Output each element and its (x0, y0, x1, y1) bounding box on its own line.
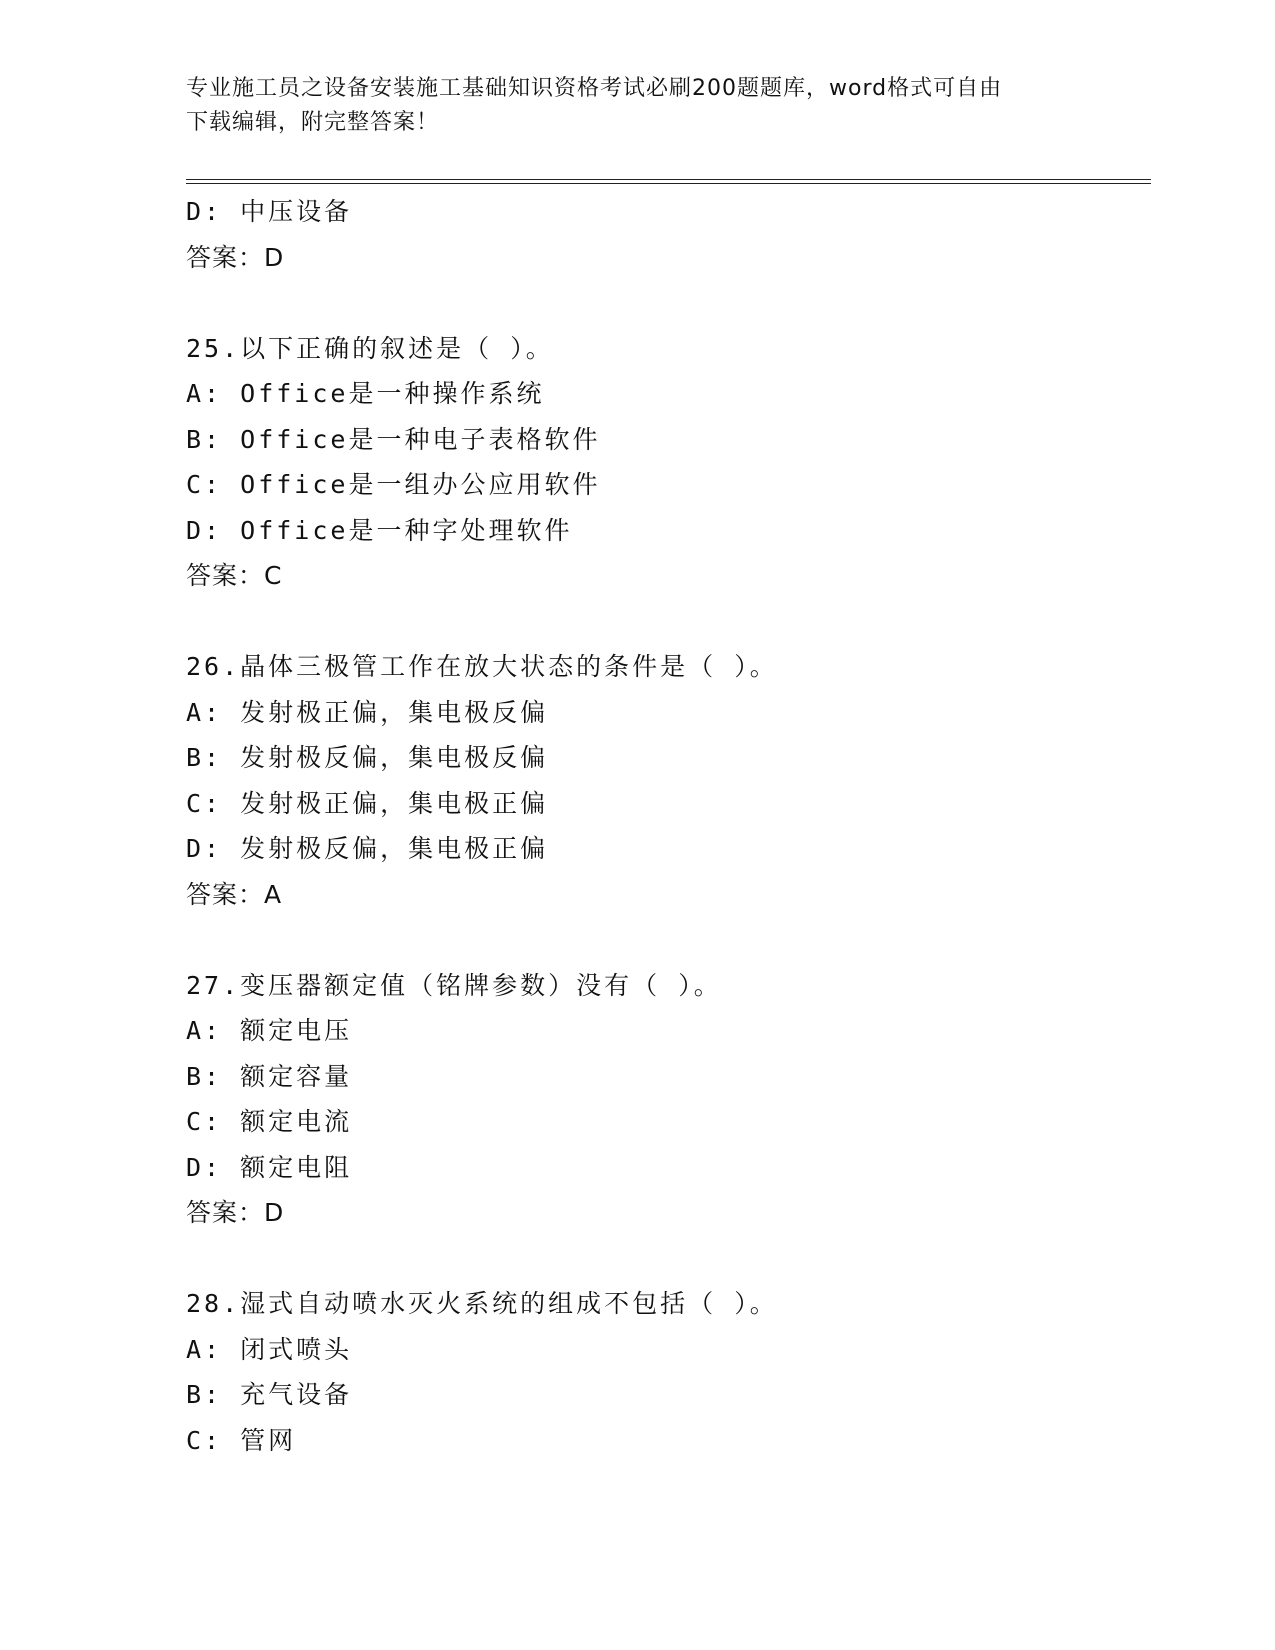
spacer (186, 1236, 1151, 1282)
option-b: B: 充气设备 (186, 1380, 353, 1409)
option-a: A: 发射极正偏，集电极反偏 (186, 697, 549, 727)
question-stem: 25.以下正确的叙述是（ ）。 (186, 333, 554, 363)
header-title-line-1: 专业施工员之设备安装施工基础知识资格考试必刷200题题库，word格式可自由 (186, 76, 1003, 101)
option-c: C: 发射极正偏，集电极正偏 (186, 788, 549, 818)
question-28 (186, 1281, 1151, 1463)
document-header (186, 72, 1066, 140)
option-a: A: 额定电压 (186, 1016, 353, 1045)
spacer (186, 917, 1151, 963)
question-25 (186, 326, 1151, 599)
header-divider-bottom (186, 183, 1151, 184)
option-b: B: 额定容量 (186, 1061, 353, 1091)
question-stem: 27.变压器额定值（铭牌参数）没有（ ）。 (186, 970, 722, 1000)
option-a: A: Office是一种操作系统 (186, 379, 545, 408)
option-d: D: 额定电阻 (186, 1152, 353, 1182)
answer: 答案：C (186, 561, 283, 590)
option-d: D: Office是一种字处理软件 (186, 515, 573, 545)
option-a: A: 闭式喷头 (186, 1334, 353, 1364)
header-title-line-2: 下载编辑，附完整答案！ (186, 110, 440, 135)
option-c: C: 管网 (186, 1425, 297, 1455)
spacer (186, 599, 1151, 645)
option-d: D: 发射极反偏，集电极正偏 (186, 834, 549, 863)
prev-option-d: D: 中压设备 (186, 197, 353, 226)
option-b: B: Office是一种电子表格软件 (186, 424, 601, 454)
question-26 (186, 644, 1151, 917)
answer: 答案：D (186, 1198, 285, 1227)
option-b: B: 发射极反偏，集电极反偏 (186, 743, 549, 772)
option-c: C: 额定电流 (186, 1107, 353, 1136)
spacer (186, 280, 1151, 326)
prev-answer: 答案：D (186, 242, 285, 272)
option-c: C: Office是一组办公应用软件 (186, 470, 601, 499)
question-stem: 26.晶体三极管工作在放大状态的条件是（ ）。 (186, 652, 778, 681)
question-stem: 28.湿式自动喷水灭火系统的组成不包括（ ）。 (186, 1289, 778, 1318)
answer: 答案：A (186, 879, 283, 909)
header-divider-top (186, 179, 1151, 180)
question-27 (186, 963, 1151, 1236)
question-list (186, 189, 1151, 1463)
